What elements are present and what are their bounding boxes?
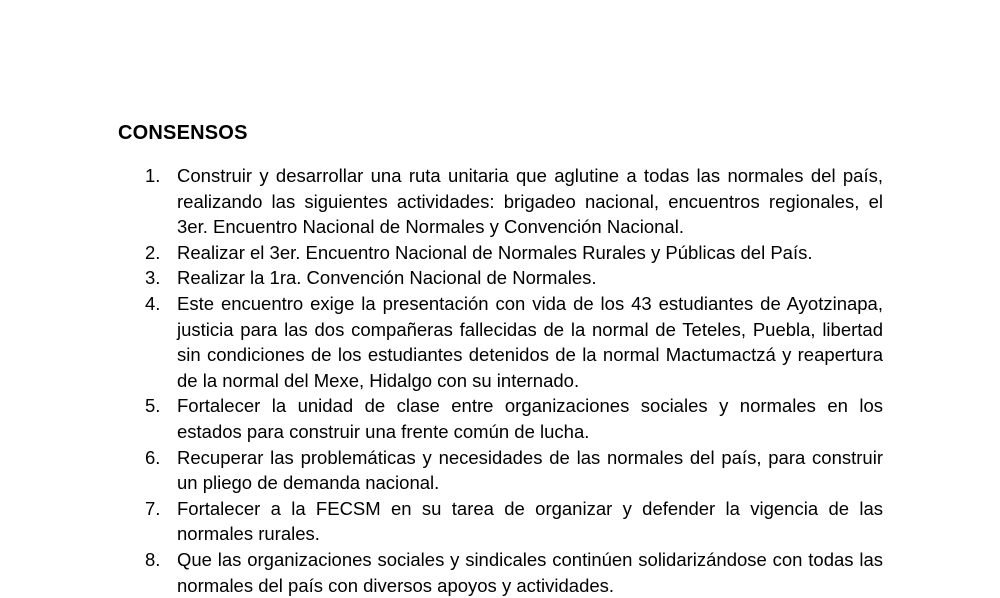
item-text: Construir y desarrollar una ruta unitaria que aglutine a todas las normales del país, realizando las siguientes actividades: brigadeo nacional, encuentros regionales, el 3er. Encuentro Nacional de Normales y Convención Nacional. [177, 165, 883, 238]
item-number: 3. [145, 267, 161, 289]
item-number: 7. [145, 497, 161, 519]
list-item [145, 393, 883, 444]
item-text: Realizar el 3er. Encuentro Nacional de Normales Rurales y Públicas del País. [177, 241, 813, 263]
list-item [145, 163, 883, 240]
item-number: 6. [145, 446, 161, 468]
item-text: Fortalecer a la FECSM en su tarea de organizar y defender la vigencia de las normales rurales. [177, 497, 883, 545]
list-item [145, 240, 883, 266]
item-text: Realizar la 1ra. Convención Nacional de Normales. [177, 267, 597, 289]
item-number: 5. [145, 395, 161, 417]
list-item [145, 547, 883, 598]
item-number: 1. [145, 165, 161, 186]
section-heading: CONSENSOS [118, 122, 248, 144]
item-number: 4. [145, 292, 161, 314]
item-number: 8. [145, 548, 161, 570]
list-item [145, 496, 883, 547]
item-text: Este encuentro exige la presentación con vida de los 43 estudiantes de Ayotzinapa, justicia para las dos compañeras fallecidas de la normal de Teteles, Puebla, libertad sin condiciones de los estudiantes detenidos de la normal Mactumactzá y reapertura de la normal del Mexe, Hidalgo con su internado. [177, 292, 883, 391]
item-text: Que las organizaciones sociales y sindicales continúen solidarizándose con todas las normales del país con diversos apoyos y actividades. [177, 548, 883, 596]
item-number: 2. [145, 241, 161, 263]
item-text: Fortalecer la unidad de clase entre organizaciones sociales y normales en los estados para construir una frente común de lucha. [177, 395, 883, 442]
list-item [145, 265, 883, 291]
list-item [145, 445, 883, 496]
consensus-list [145, 163, 883, 598]
item-text: Recuperar las problemáticas y necesidades de las normales del país, para construir un pliego de demanda nacional. [177, 446, 883, 494]
list-item [145, 291, 883, 393]
